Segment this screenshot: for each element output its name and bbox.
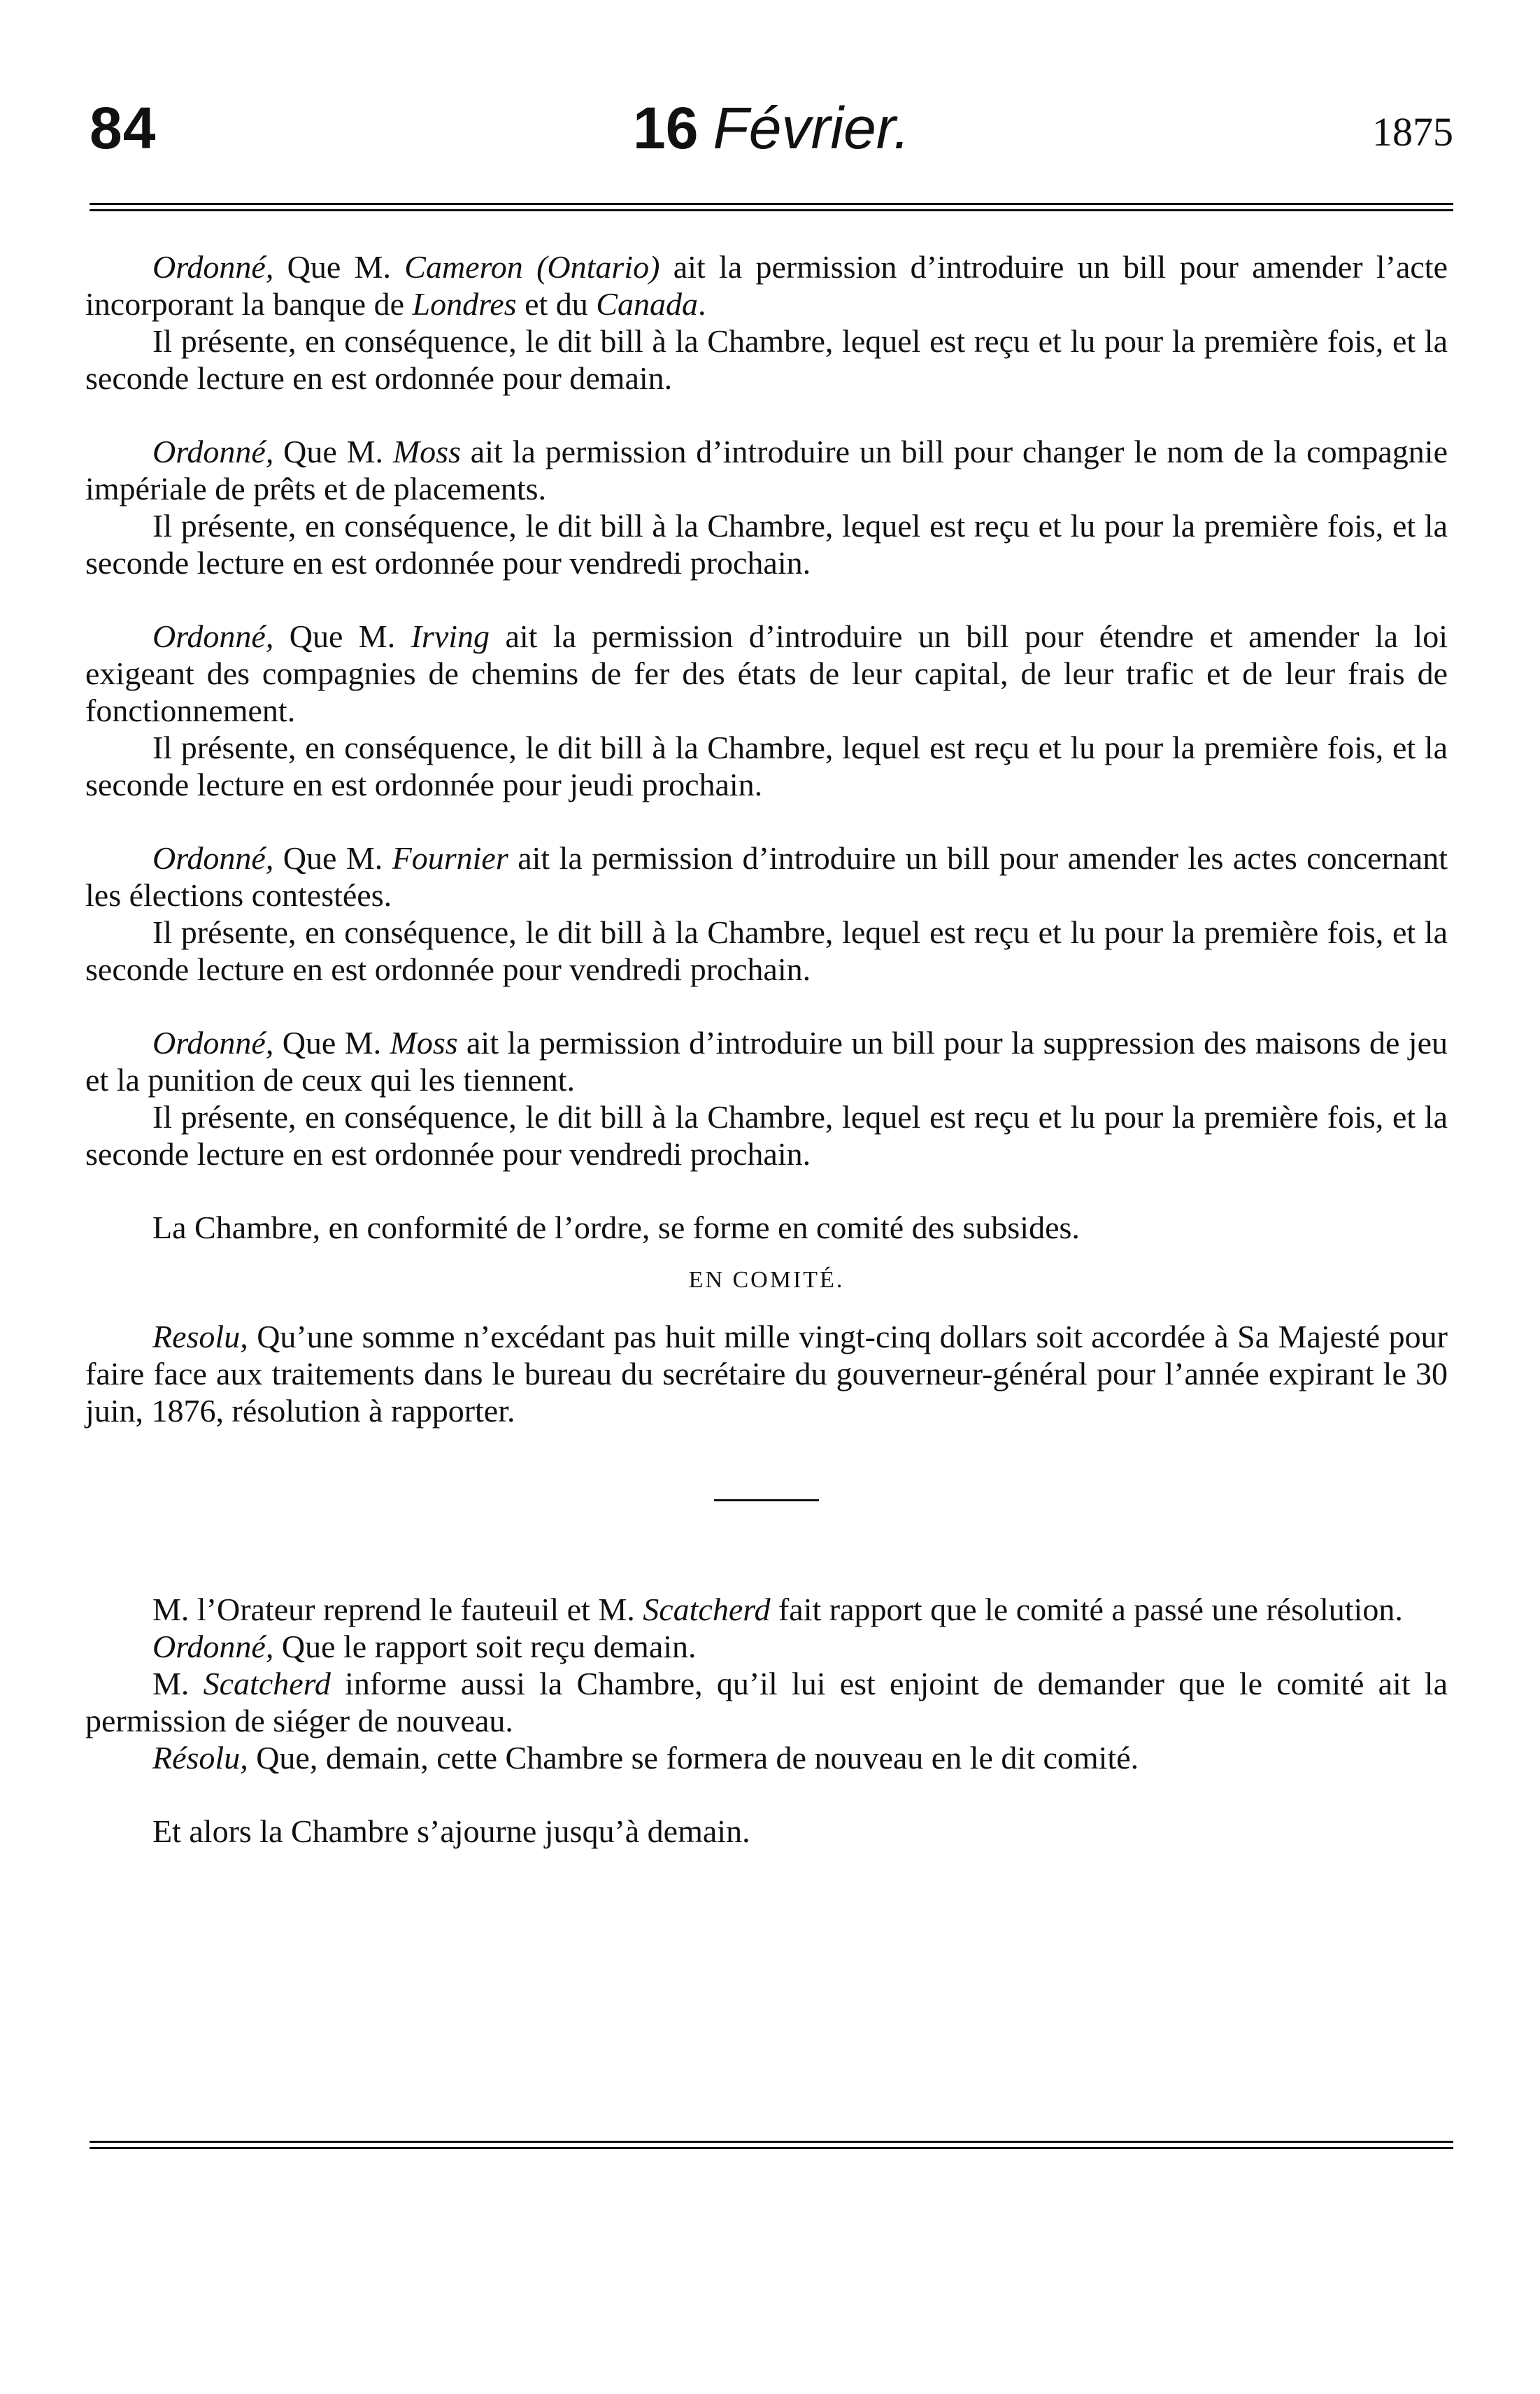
member-name: Irving — [411, 618, 490, 654]
followup-paragraph-2: Il présente, en conséquence, le dit bill à la Chambre, lequel est reçu et lu pour la première fois, et la seconde lecture en est ordonnée pour vendredi prochain. — [85, 508, 1448, 581]
member-name: Fournier — [392, 840, 508, 876]
place-name: Londres — [412, 286, 517, 322]
followup-paragraph-3: Il présente, en conséquence, le dit bill à la Chambre, lequel est reçu et lu pour la première fois, et la seconde lecture en est ordonnée pour jeudi prochain. — [85, 730, 1448, 802]
main-text — [85, 248, 1448, 1850]
resolution-paragraph: Resolu, Qu’une somme n’excédant pas huit mille vingt-cinq dollars soit accordée à Sa Majesté pour faire face aux traitements dans le bureau du secrétaire du gouverneur-général pour l’année expirant le 30 juin, 1876, résolution à rapporter. — [85, 1319, 1448, 1429]
page-year: 1875 — [1372, 109, 1453, 155]
running-title — [90, 94, 1453, 163]
resolution-label: Résolu, — [152, 1740, 248, 1776]
header-rule — [90, 203, 1453, 211]
page-header — [90, 94, 1453, 171]
order-paragraph-2: Ordonné, Que M. Moss ait la permission d’introduire un bill pour changer le nom de la compagnie impériale de prêts et de placements. — [85, 434, 1448, 507]
report-resolution-paragraph: Résolu, Que, demain, cette Chambre se formera de nouveau en le dit comité. — [152, 1740, 1139, 1776]
report-request-paragraph: M. Scatcherd informe aussi la Chambre, qu’il lui est enjoint de demander que le comité ait la permission de siéger de nouveau. — [85, 1666, 1448, 1738]
order-paragraph-1: Ordonné, Que M. Cameron (Ontario) ait la permission d’introduire un bill pour amender l’acte incorporant la banque de Londres et du Canada. — [85, 249, 1448, 322]
place-name: Canada — [596, 286, 698, 322]
committee-intro: La Chambre, en conformité de l’ordre, se forme en comité des subsides. — [152, 1210, 1080, 1245]
order-label: Ordonné, — [152, 1629, 274, 1664]
report-order-paragraph: Ordonné, Que le rapport soit reçu demain. — [152, 1629, 697, 1664]
member-name: Moss — [390, 1025, 458, 1061]
followup-paragraph-4: Il présente, en conséquence, le dit bill à la Chambre, lequel est reçu et lu pour la première fois, et la seconde lecture en est ordonnée pour vendredi prochain. — [85, 914, 1448, 987]
order-label: Ordonné, — [152, 618, 274, 654]
date-month: Février. — [713, 95, 910, 161]
followup-paragraph-1: Il présente, en conséquence, le dit bill à la Chambre, lequel est reçu et lu pour la première fois, et la seconde lecture en est ordonnée pour demain. — [85, 323, 1448, 396]
resolution-label: Resolu, — [152, 1319, 248, 1354]
closing-paragraph: Et alors la Chambre s’ajourne jusqu’à demain. — [152, 1813, 750, 1849]
section-divider — [714, 1499, 819, 1501]
order-label: Ordonné, — [152, 840, 274, 876]
member-name: Scatcherd — [203, 1666, 331, 1701]
order-paragraph-3: Ordonné, Que M. Irving ait la permission d’introduire un bill pour étendre et amender la loi exigeant des compagnies de chemins de fer des états de leur capital, de leur trafic et de leur frais de fonctionnement. — [85, 618, 1448, 728]
page-number: 84 — [90, 95, 157, 161]
report-paragraph: M. l’Orateur reprend le fauteuil et M. Scatcherd fait rapport que le comité a passé une résolution. — [152, 1592, 1403, 1627]
order-paragraph-4: Ordonné, Que M. Fournier ait la permission d’introduire un bill pour amender les actes concernant les élections contestées. — [85, 840, 1448, 913]
order-paragraph-5: Ordonné, Que M. Moss ait la permission d’introduire un bill pour la suppression des maisons de jeu et la punition de ceux qui les tiennent. — [85, 1025, 1448, 1098]
order-label: Ordonné, — [152, 1025, 274, 1061]
order-label: Ordonné, — [152, 434, 274, 469]
member-name: Cameron — [404, 249, 523, 285]
date-day: 16 — [632, 95, 699, 161]
footer-rule — [90, 2141, 1453, 2149]
followup-paragraph-5: Il présente, en conséquence, le dit bill à la Chambre, lequel est reçu et lu pour la première fois, et la seconde lecture en est ordonnée pour vendredi prochain. — [85, 1099, 1448, 1172]
committee-heading: EN COMITÉ. — [688, 1267, 845, 1293]
order-label: Ordonné, — [152, 249, 274, 285]
member-name: Scatcherd — [643, 1592, 771, 1627]
member-name: Moss — [392, 434, 461, 469]
